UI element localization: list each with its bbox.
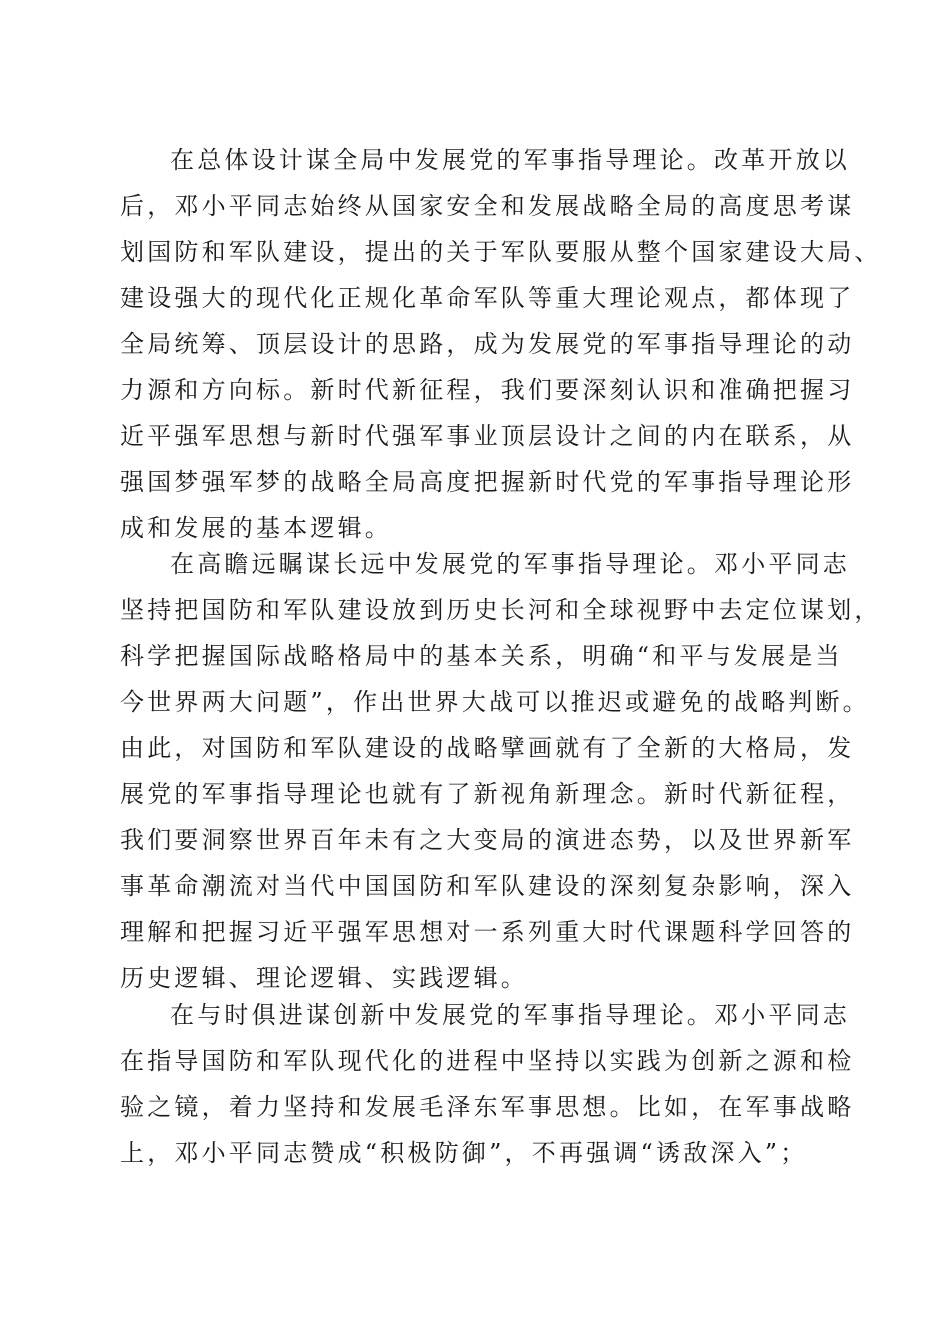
paragraph-2-line-9: 理解和把握习近平强军思想对一系列重大时代课题科学回答的 [120, 918, 855, 946]
paragraph-3-line-1: 在与时俱进谋创新中发展党的军事指导理论。邓小平同志 [170, 1001, 850, 1029]
paragraph-1-line-3: 划国防和军队建设，提出的关于军队要服从整个国家建设大局、 [120, 238, 882, 266]
paragraph-3-line-4: 上，邓小平同志赞成“积极防御”，不再强调“诱敌深入”； [120, 1139, 808, 1167]
paragraph-1-line-2: 后，邓小平同志始终从国家安全和发展战略全局的高度思考谋 [120, 192, 855, 220]
paragraph-1-line-7: 近平强军思想与新时代强军事业顶层设计之间的内在联系，从 [120, 422, 855, 450]
paragraph-2-line-3: 科学把握国际战略格局中的基本关系，明确“和平与发展是当 [120, 642, 843, 670]
paragraph-1-line-1: 在总体设计谋全局中发展党的军事指导理论。改革开放以 [170, 146, 850, 174]
paragraph-1-line-5: 全局统筹、顶层设计的思路，成为发展党的军事指导理论的动 [120, 330, 855, 358]
paragraph-1-line-8: 强国梦强军梦的战略全局高度把握新时代党的军事指导理论形 [120, 468, 855, 496]
paragraph-2-line-2: 坚持把国防和军队建设放到历史长河和全球视野中去定位谋划， [120, 596, 882, 624]
paragraph-1-line-9: 成和发展的基本逻辑。 [120, 514, 392, 542]
paragraph-2-line-5: 由此，对国防和军队建设的战略擘画就有了全新的大格局，发 [120, 734, 855, 762]
paragraph-2-line-10: 历史逻辑、理论逻辑、实践逻辑。 [120, 964, 528, 992]
paragraph-3-line-3: 验之镜，着力坚持和发展毛泽东军事思想。比如，在军事战略 [120, 1093, 855, 1121]
paragraph-1-line-4: 建设强大的现代化正规化革命军队等重大理论观点，都体现了 [120, 284, 855, 312]
paragraph-2-line-7: 我们要洞察世界百年未有之大变局的演进态势，以及世界新军 [120, 826, 855, 854]
paragraph-3-line-2: 在指导国防和军队现代化的进程中坚持以实践为创新之源和检 [120, 1047, 855, 1075]
paragraph-2-line-1: 在高瞻远瞩谋长远中发展党的军事指导理论。邓小平同志 [170, 550, 850, 578]
paragraph-1-line-6: 力源和方向标。新时代新征程，我们要深刻认识和准确把握习 [120, 376, 855, 404]
paragraph-2-line-4: 今世界两大问题”，作出世界大战可以推迟或避免的战略判断。 [120, 688, 870, 716]
paragraph-2-line-8: 事革命潮流对当代中国国防和军队建设的深刻复杂影响，深入 [120, 872, 855, 900]
paragraph-2-line-6: 展党的军事指导理论也就有了新视角新理念。新时代新征程， [120, 780, 855, 808]
